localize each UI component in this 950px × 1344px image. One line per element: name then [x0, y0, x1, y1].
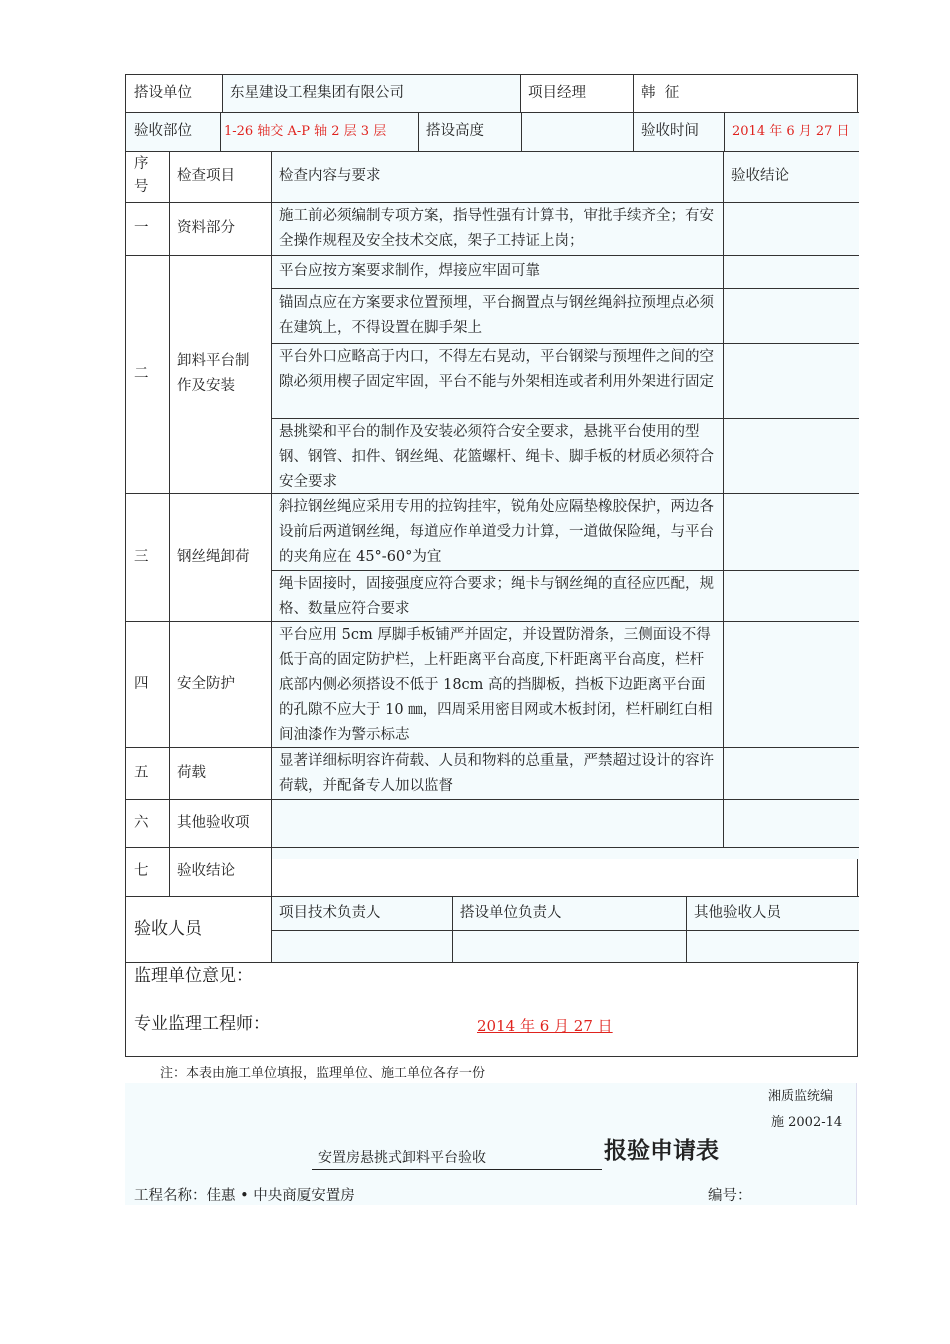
part-label: 验收部位	[134, 123, 192, 139]
supervision-date: 2014 年 6 月 27 日	[477, 1017, 613, 1035]
manager-label: 项目经理	[528, 85, 586, 101]
form-code-line-1: 湘质监统编	[768, 1089, 834, 1104]
part-value: 1-26 轴交 A-P 轴 2 层 3 层	[224, 124, 387, 139]
section-7-row-1	[271, 847, 859, 896]
section-5-row-1: 显著详细标明容许荷载、人员和物料的总重量，严禁超过设计的容许荷载，并配备专人加以监督	[279, 753, 714, 794]
tech-lead-signature[interactable]	[271, 930, 452, 962]
section-4-name: 安全防护	[177, 675, 235, 692]
section-5-no: 五	[134, 764, 149, 781]
unit-lead-signature[interactable]	[452, 930, 686, 962]
footnote: 注：本表由施工单位填报，监理单位、施工单位各存一份	[160, 1066, 486, 1081]
item-column-header: 检查项目	[177, 168, 235, 184]
section-7-name: 验收结论	[177, 863, 235, 879]
form-code-line-2: 施 2002-14	[771, 1115, 843, 1130]
section-1-row-1: 施工前必须编制专项方案，指导性强有计算书，审批手续齐全；有安全操作规程及安全技术交底，架子工持证上岗；	[279, 208, 714, 249]
personnel-col-unit-lead: 搭设单位负责人	[460, 904, 562, 921]
project-name: 工程名称：佳惠 • 中央商厦安置房	[134, 1188, 355, 1204]
height-value	[521, 112, 633, 151]
section-2-row-2: 锚固点应在方案要求位置预埋，平台搁置点与钢丝绳斜拉预埋点必须在建筑上，不得设置在脚手架上	[279, 295, 714, 336]
time-value: 2014 年 6 月 27 日	[732, 124, 850, 139]
section-4-no: 四	[134, 675, 149, 692]
section-6-no: 六	[134, 814, 149, 831]
section-2-name: 卸料平台制作及安装	[177, 353, 250, 394]
section-2-row-1: 平台应按方案要求制作，焊接应牢固可靠	[279, 263, 540, 279]
other-inspectors-signature[interactable]	[686, 930, 859, 962]
content-column-header: 检查内容与要求	[279, 168, 381, 184]
section-6-name: 其他验收项	[177, 814, 250, 831]
section-3-row-2: 绳卡固接时，固接强度应符合要求；绳卡与钢丝绳的直径应匹配，规格、数量应符合要求	[279, 576, 714, 617]
personnel-col-others: 其他验收人员	[694, 904, 781, 921]
section-5-name: 荷载	[177, 764, 206, 781]
section-7-no: 七	[134, 863, 149, 879]
section-3-name: 钢丝绳卸荷	[177, 548, 250, 565]
unit-label: 搭设单位	[134, 85, 192, 101]
section-1-name: 资料部分	[177, 220, 235, 236]
supervision-engineer-label: 专业监理工程师：	[134, 1014, 270, 1034]
section-2-row-3: 平台外口应略高于内口，不得左右晃动，平台钢梁与预埋件之间的空隙必须用楔子固定牢固，平台不能与外架相连或者利用外架进行固定	[279, 349, 714, 390]
time-label: 验收时间	[641, 123, 699, 139]
section-2-row-4: 悬挑梁和平台的制作及安装必须符合安全要求，悬挑平台使用的型钢、钢管、扣件、钢丝绳、花篮螺杆、绳卡、脚手板的材质必须符合安全要求	[279, 424, 714, 490]
form-title: 报验申请表	[604, 1138, 719, 1164]
section-2-no: 二	[134, 365, 149, 382]
acceptance-form-table	[125, 74, 858, 1057]
result-column-header: 验收结论	[731, 168, 789, 184]
section-6-row-1	[271, 799, 723, 847]
seq-column-header: 序号	[134, 156, 149, 195]
section-3-no: 三	[134, 548, 149, 565]
section-4-row-1: 平台应用 5cm 厚脚手板铺严并固定，并设置防滑条，三侧面设不得低于高的固定防护栏，上杆距离平台高度,下杆距离平台高度，栏杆底部内侧必须搭设不低于 18cm 高的挡脚板，挡板下边距离平台面的孔隙不应大于 10 ㎜，四周采用密目网或木板封闭，栏杆刷红白相间油漆作为警示标志	[279, 627, 713, 743]
personnel-col-tech-lead: 项目技术负责人	[279, 904, 381, 921]
form-subject: 安置房悬挑式卸料平台验收	[318, 1150, 486, 1166]
unit-value: 东星建设工程集团有限公司	[230, 85, 404, 101]
section-1-no: 一	[134, 220, 149, 236]
personnel-label: 验收人员	[134, 918, 202, 939]
section-3-row-1: 斜拉钢丝绳应采用专用的拉钩挂牢，锐角处应隔垫橡胶保护，两边各设前后两道钢丝绳，每道应作单道受力计算，一道做保险绳，与平台的夹角应在 45°-60°为宜	[279, 499, 714, 565]
manager-value: 韩 征	[641, 85, 680, 101]
supervision-opinion-label: 监理单位意见：	[134, 966, 253, 986]
form-number-label: 编号：	[708, 1188, 752, 1204]
height-label: 搭设高度	[426, 123, 484, 139]
